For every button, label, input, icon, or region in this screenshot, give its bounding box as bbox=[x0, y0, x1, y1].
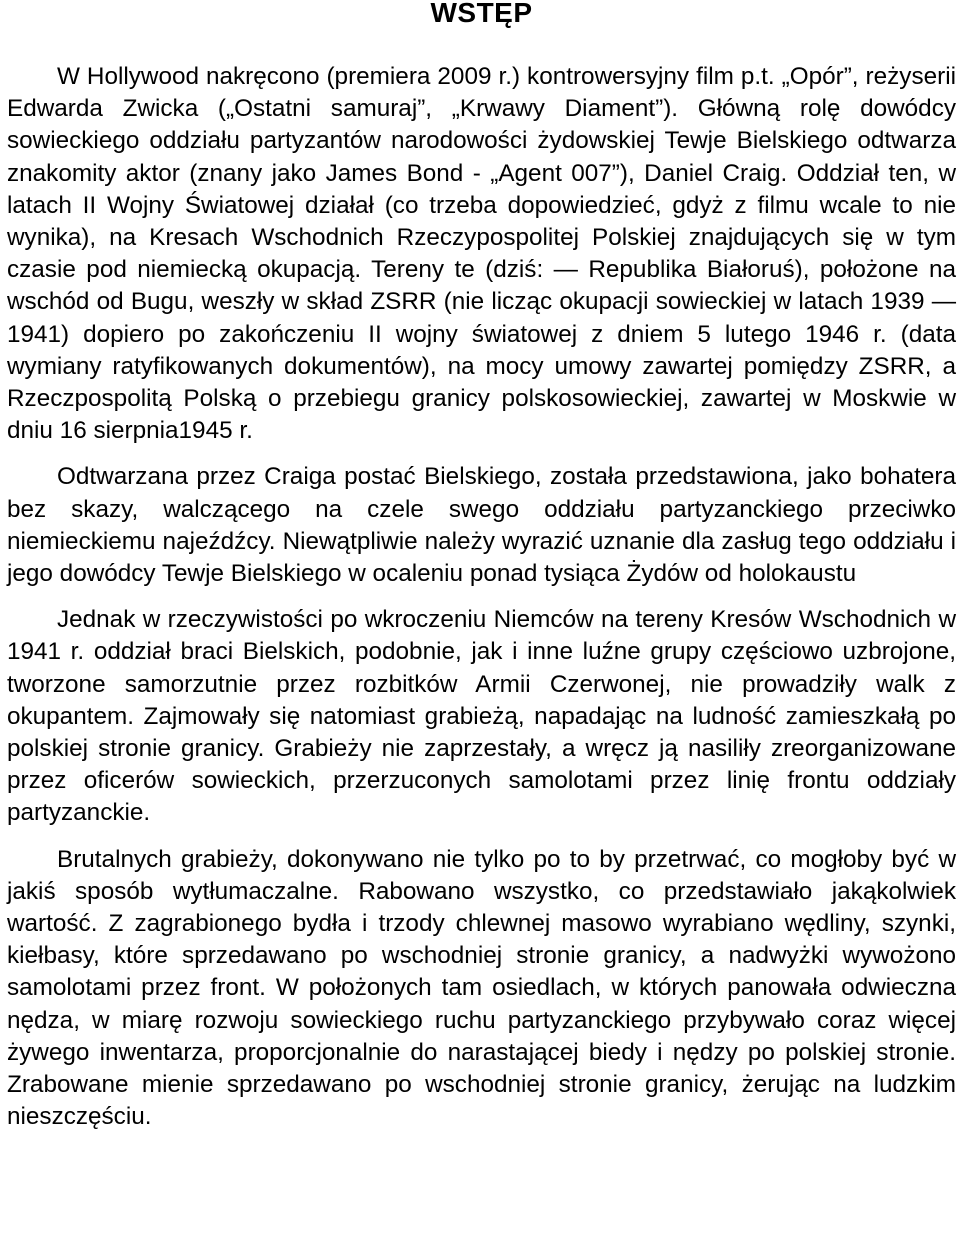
document-page bbox=[7, 0, 956, 1134]
paragraph-4: Brutalnych grabieży, dokonywano nie tylko po to by przetrwać, co mogłoby być w jakiś sposób wytłumaczalne. Rabowano wszystko, co przedstawiało jakąkolwiek wartość. Z zagrabionego bydła i trzody chlewnej masowo wyrabiano wędliny, szynki, kiełbasy, które sprzedawano po wschodniej stronie granicy, a nadwyżki wywożono samolotami przez front. W położonych tam osiedlach, w których panowała odwieczna nędza, w miarę rozwoju sowieckiego ruchu partyzanckiego przybywało coraz więcej żywego inwentarza, proporcjonalnie do narastającej biedy i nędzy po polskiej stronie. Zrabowane mienie sprzedawano po wschodniej stronie granicy, żerując na ludzkim nieszczęściu. bbox=[7, 845, 956, 1131]
paragraph-1: W Hollywood nakręcono (premiera 2009 r.) kontrowersyjny film p.t. „Opór”, reżyserii Edwarda Zwicka („Ostatni samuraj”, „Krwawy Diament”). Główną rolę dowódcy sowieckiego oddziału partyzantów narodowości żydowskiej Tewje Bielskiego odtwarza znakomity aktor (znany jako James Bond - „Agent 007”), Daniel Craig. Oddział ten, w latach II Wojny Światowej działał (co trzeba dopowiedzieć, gdyż z filmu wcale to nie wynika), na Kresach Wschodnich Rzeczypospolitej Polskiej znajdujących się w tym czasie pod niemiecką okupacją. Tereny te (dziś: — Republika Białoruś), położone na wschód od Bugu, weszły w skład ZSRR (nie licząc okupacji sowieckiej w latach 1939 — 1941) dopiero po zakończeniu II wojny światowej z dniem 5 lutego 1946 r. (data wymiany ratyfikowanych dokumentów), na mocy umowy zawartej pomiędzy ZSRR, a Rzeczpospolitą Polską o przebiegu granicy polskosowieckiej, zawartej w Moskwie w dniu 16 sierpnia1945 r. bbox=[7, 63, 956, 445]
page-title: WSTĘP bbox=[430, 0, 533, 28]
paragraph-2: Odtwarzana przez Craiga postać Bielskiego, została przedstawiona, jako bohatera bez skazy, walczącego na czele swego oddziału partyzanckiego przeciwko niemieckiemu najeźdźcy. Niewątpliwie należy wyrazić uznanie dla zasług tego oddziału i jego dowódcy Tewje Bielskiego w ocaleniu ponad tysiąca Żydów od holokaustu bbox=[7, 463, 956, 588]
paragraph-3: Jednak w rzeczywistości po wkroczeniu Niemców na tereny Kresów Wschodnich w 1941 r. oddział braci Bielskich, podobnie, jak i inne luźne grupy częściowo uzbrojone, tworzone samorzutnie przez rozbitków Armii Czerwonej, nie prowadziły walk z okupantem. Zajmowały się natomiast grabieżą, napadając na ludność zamieszkałą po polskiej stronie granicy. Grabieży nie zaprzestały, a wręcz ją nasiliły zreorganizowane przez oficerów sowieckich, przerzuconych samolotami przez linię frontu oddziały partyzanckie. bbox=[7, 606, 956, 827]
